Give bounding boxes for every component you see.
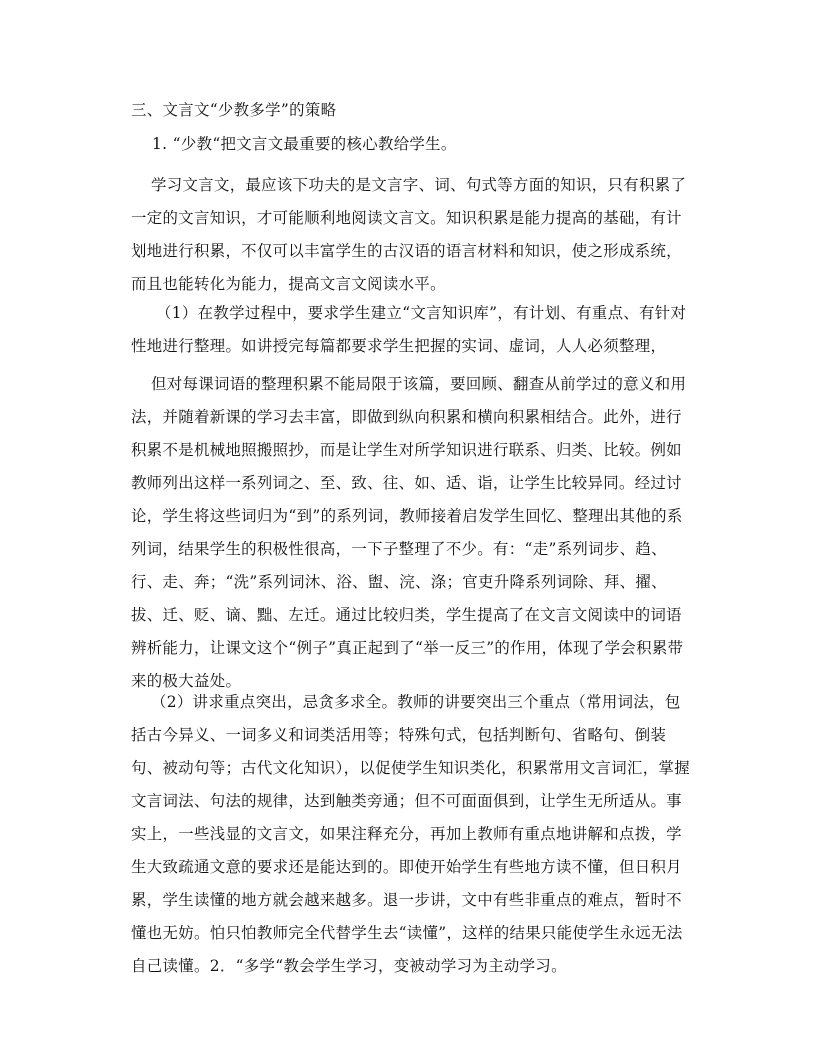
section-heading: 三、文言文“少教多学”的策略 — [131, 101, 337, 119]
paragraph-vocabulary-organization: 但对每课词语的整理积累不能局限于该篇，要回顾、翻查从前学过的意义和用法，并随着新课的学习去丰富，即做到纵向积累和横向积累相结合。此外，进行积累不是机械地照搬照抄，而是让学生对所学知识进行联系、归类、比较。例如教师列出这样一系列词之、至、致、往、如、适、诣，让学生比较异同。经过讨论，学生将这些词归为“到”的系列词，教师接着启发学生回忆、整理出其他的系列词，结果学生的积极性很高，一下子整理了不少。有：“走”系列词步、趋、行、走、奔；“洗”系列词沐、浴、盥、浣、涤；官吏升降系列词除、拜、擢、拔、迁、贬、谪、黜、左迁。通过比较归类，学生提高了在文言文阅读中的词语辨析能力，让课文这个“例子”真正起到了“举一反三”的作用，体现了学会积累带来的极大益处。 — [131, 375, 687, 690]
paragraph-key-points: （2）讲求重点突出，忌贪多求全。教师的讲要突出三个重点（常用词法，包括古今异义、一词多义和词类活用等；特殊句式，包括判断句、省略句、倒装句、被动句等；古代文化知识），以促使学生知识类化，积累常用文言词汇，掌握文言词法、句法的规律，达到触类旁通；但不可面面俱到，让学生无所适从。事实上，一些浅显的文言文，如果注释充分，再加上教师有重点地讲解和点拨，学生大致疏通文意的要求还是能达到的。即使开始学生有些地方读不懂，但日积月累，学生读懂的地方就会越来越多。退一步讲，文中有些非重点的难点，暂时不懂也无妨。怕只怕教师完全代替学生去“读懂”，这样的结果只能使学生永远无法自己读懂。2．“多学“教会学生学习，变被动学习为主动学习。 — [131, 693, 690, 975]
subheading-less-teaching: 1. “少教“把文言文最重要的核心教给学生。 — [152, 135, 457, 153]
paragraph-knowledge-library: （1）在教学过程中，要求学生建立“文言知识库”，有计划、有重点、有针对性地进行整理。如讲授完每篇都要求学生把握的实词、虚词，人人必须整理， — [131, 304, 687, 355]
paragraph-knowledge-accumulation: 学习文言文，最应该下功夫的是文言字、词、句式等方面的知识，只有积累了一定的文言知识，才可能顺利地阅读文言文。知识积累是能力提高的基础，有计划地进行积累，不仅可以丰富学生的古汉语的语言材料和知识，使之形成系统，而且也能转化为能力，提高文言文阅读水平。 — [131, 176, 687, 293]
